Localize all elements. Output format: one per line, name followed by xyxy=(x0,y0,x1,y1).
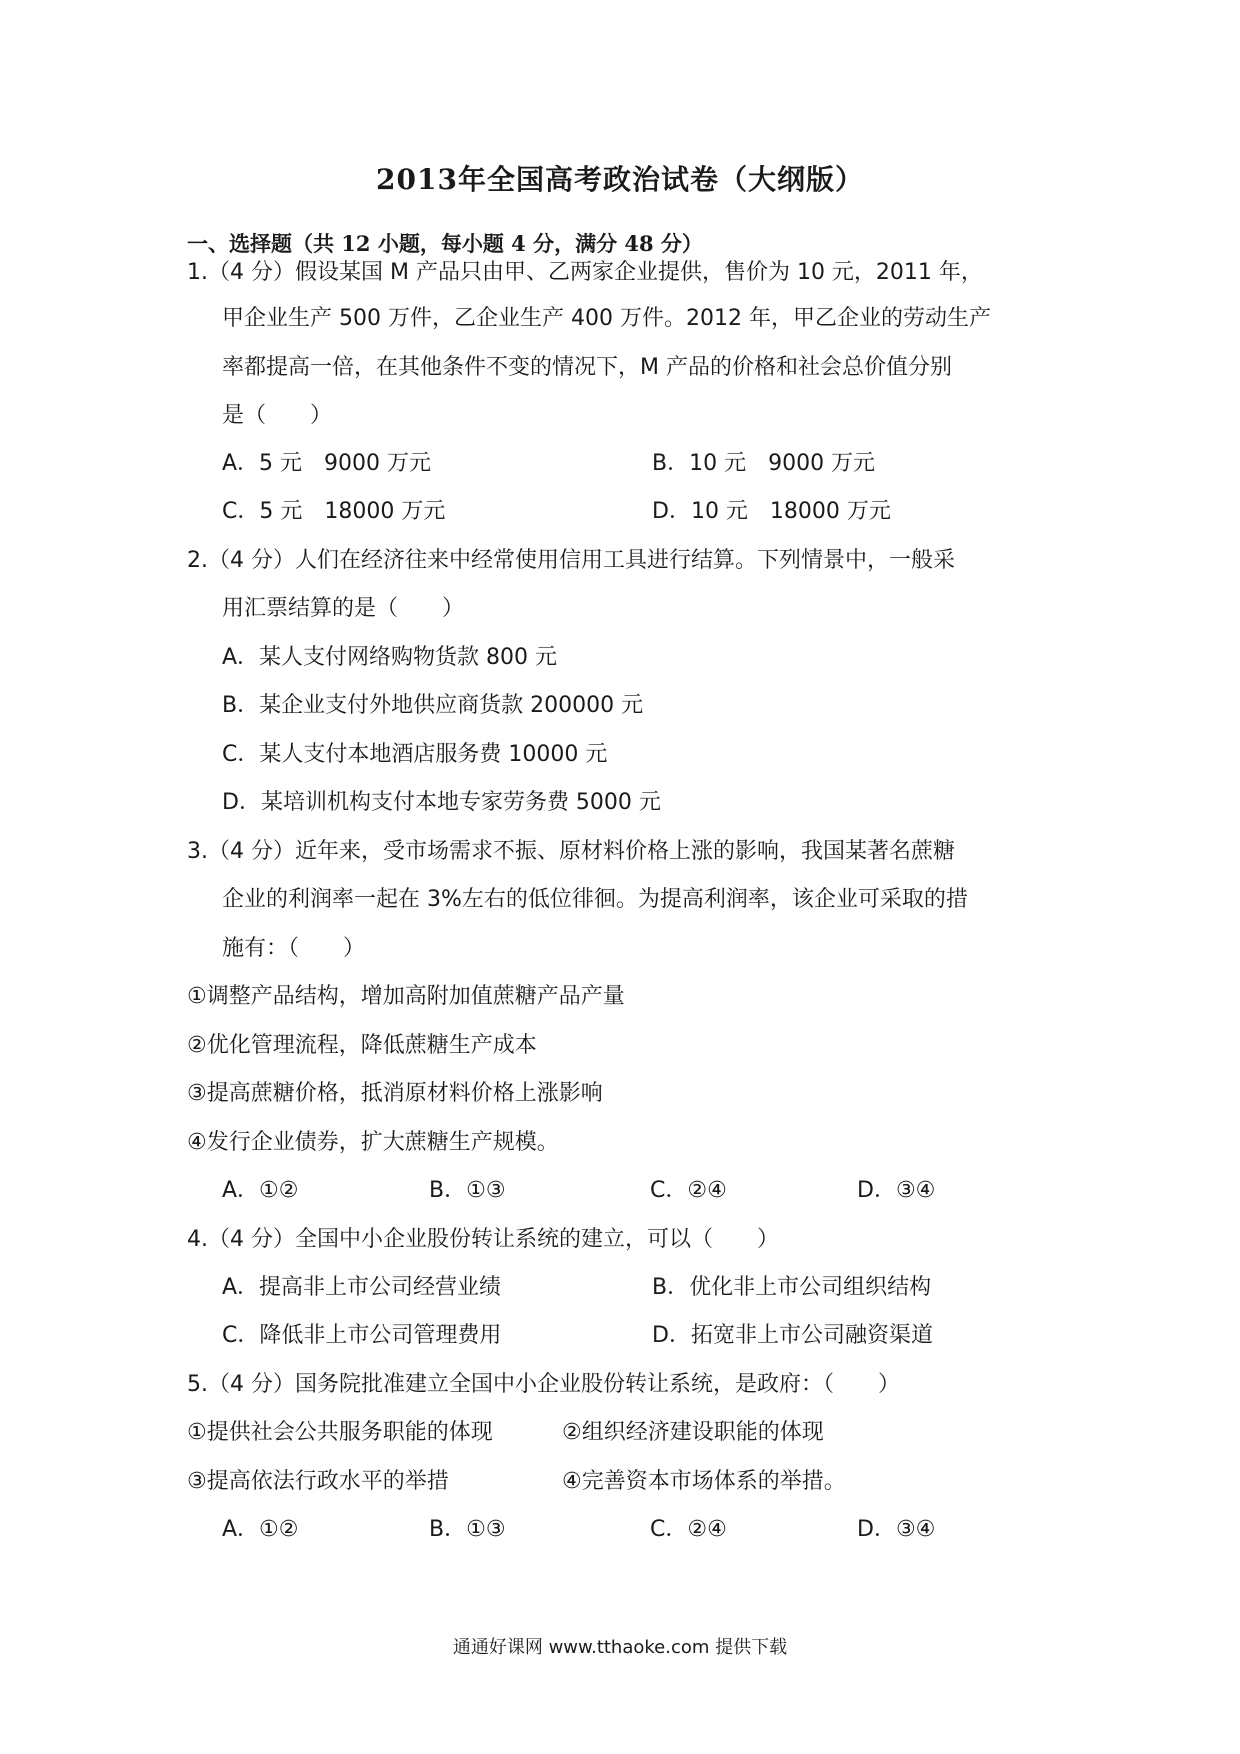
q2-line-2: 用汇票结算的是（ ） xyxy=(222,596,465,621)
q4-line-1: 4.（4 分）全国中小企业股份转让系统的建立，可以（ ） xyxy=(187,1227,779,1252)
q3-option-c: C．②④ xyxy=(650,1178,727,1203)
section-heading: 一、选择题（共 12 小题，每小题 4 分，满分 48 分） xyxy=(187,231,703,256)
q2-line-1: 2.（4 分）人们在经济往来中经常使用信用工具进行结算。下列情景中，一般采 xyxy=(187,548,955,573)
q3-option-a: A．①② xyxy=(222,1178,299,1203)
q4-option-b: B．优化非上市公司组织结构 xyxy=(652,1275,932,1300)
q2-option-a: A．某人支付网络购物货款 800 元 xyxy=(222,645,558,670)
q5-item-4: ④完善资本市场体系的举措。 xyxy=(562,1469,846,1494)
q3-item-1: ①调整产品结构，增加高附加值蔗糖产品产量 xyxy=(187,984,625,1009)
q1-option-c: C．5 元 18000 万元 xyxy=(222,499,446,524)
q1-line-4: 是（ ） xyxy=(222,403,333,428)
q1-option-a: A．5 元 9000 万元 xyxy=(222,451,432,476)
q3-item-4: ④发行企业债券，扩大蔗糖生产规模。 xyxy=(187,1130,559,1155)
q3-option-d: D．③④ xyxy=(857,1178,936,1203)
q5-line-1: 5.（4 分）国务院批准建立全国中小企业股份转让系统，是政府：（ ） xyxy=(187,1372,900,1397)
q4-option-d: D．拓宽非上市公司融资渠道 xyxy=(652,1323,933,1348)
q3-item-3: ③提高蔗糖价格，抵消原材料价格上涨影响 xyxy=(187,1081,603,1106)
q5-item-1: ①提供社会公共服务职能的体现 xyxy=(187,1420,493,1445)
q2-option-d: D．某培训机构支付本地专家劳务费 5000 元 xyxy=(222,790,661,815)
q5-option-c: C．②④ xyxy=(650,1517,727,1542)
q4-option-c: C．降低非上市公司管理费用 xyxy=(222,1323,502,1348)
page-footer: 通通好课网 www.tthaoke.com 提供下载 xyxy=(452,1637,788,1658)
q4-option-a: A．提高非上市公司经营业绩 xyxy=(222,1275,502,1300)
q3-line-1: 3.（4 分）近年来，受市场需求不振、原材料价格上涨的影响，我国某著名蔗糖 xyxy=(187,839,955,864)
q1-line-3: 率都提高一倍，在其他条件不变的情况下，M 产品的价格和社会总价值分别 xyxy=(222,355,952,380)
q2-option-c: C．某人支付本地酒店服务费 10000 元 xyxy=(222,742,608,767)
q1-line-1: 1.（4 分）假设某国 M 产品只由甲、乙两家企业提供，售价为 10 元，2011 年， xyxy=(187,260,983,285)
q1-option-b: B．10 元 9000 万元 xyxy=(652,451,876,476)
q1-line-2: 甲企业生产 500 万件，乙企业生产 400 万件。2012 年，甲乙企业的劳动生产 xyxy=(222,306,991,331)
q3-line-3: 施有：（ ） xyxy=(222,936,366,961)
q1-option-d: D．10 元 18000 万元 xyxy=(652,499,891,524)
q5-item-2: ②组织经济建设职能的体现 xyxy=(562,1420,824,1445)
q5-option-b: B．①③ xyxy=(429,1517,506,1542)
q3-option-b: B．①③ xyxy=(429,1178,506,1203)
q5-item-3: ③提高依法行政水平的举措 xyxy=(187,1469,449,1494)
q3-line-2: 企业的利润率一起在 3%左右的低位徘徊。为提高利润率，该企业可采取的措 xyxy=(222,887,968,912)
q5-option-a: A．①② xyxy=(222,1517,299,1542)
q5-option-d: D．③④ xyxy=(857,1517,936,1542)
q3-item-2: ②优化管理流程，降低蔗糖生产成本 xyxy=(187,1033,537,1058)
q2-option-b: B．某企业支付外地供应商货款 200000 元 xyxy=(222,693,644,718)
page-title: 2013年全国高考政治试卷（大纲版） xyxy=(376,163,864,196)
